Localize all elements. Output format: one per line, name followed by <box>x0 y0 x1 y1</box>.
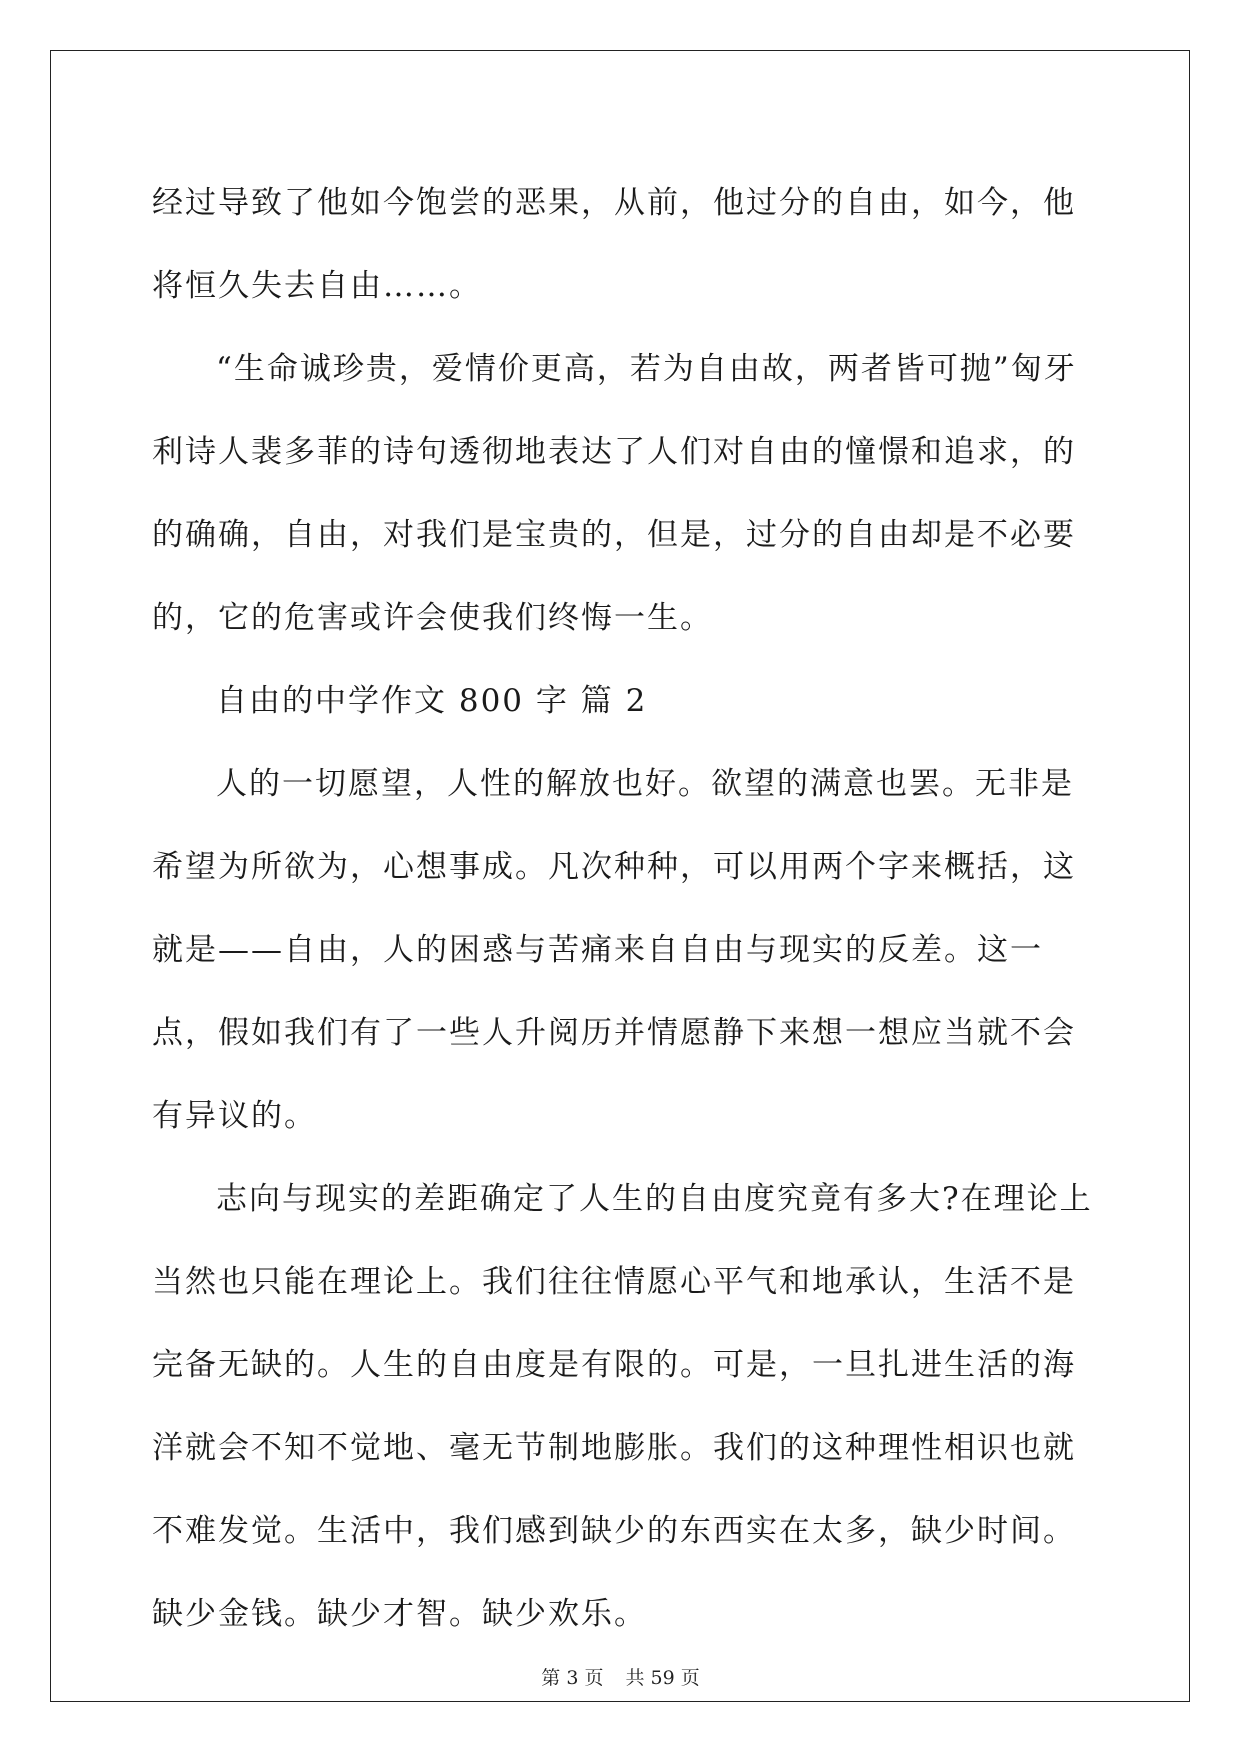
page-total: 共 59 页 <box>625 1667 700 1689</box>
document-body <box>152 162 1102 1656</box>
paragraph-quote: “生命诚珍贵，爱情价更高，若为自由故，两者皆可抛”匈牙利诗人裴多菲的诗句透彻地表达了人们对自由的憧憬和追求，的的确确，自由，对我们是宝贵的，但是，过分的自由却是不必要的，它的危害或许会使我们终悔一生。 <box>152 351 1077 636</box>
paragraph: 志向与现实的差距确定了人生的自由度究竟有多大?在理论上当然也只能在理论上。我们往往情愿心平气和地承认，生活不是完备无缺的。人生的自由度是有限的。可是，一旦扎进生活的海洋就会不知不觉地、毫无节制地膨胀。我们的这种理性相识也就不难发觉。生活中，我们感到缺少的东西实在太多，缺少时间。缺少金钱。缺少才智。缺少欢乐。 <box>152 1181 1093 1632</box>
page-number: 第 3 页 <box>541 1667 604 1689</box>
paragraph: 人的一切愿望，人性的解放也好。欲望的满意也罢。无非是希望为所欲为，心想事成。凡次种种，可以用两个字来概括，这就是——自由，人的困惑与苦痛来自自由与现实的反差。这一点，假如我们有了一些人升阅历并情愿静下来想一想应当就不会有异议的。 <box>152 766 1076 1134</box>
paragraph-continuation: 经过导致了他如今饱尝的恶果，从前，他过分的自由，如今，他将恒久失去自由……。 <box>152 185 1076 304</box>
page-footer <box>0 1663 1241 1690</box>
section-heading: 自由的中学作文 800 字 篇 2 <box>216 683 648 719</box>
